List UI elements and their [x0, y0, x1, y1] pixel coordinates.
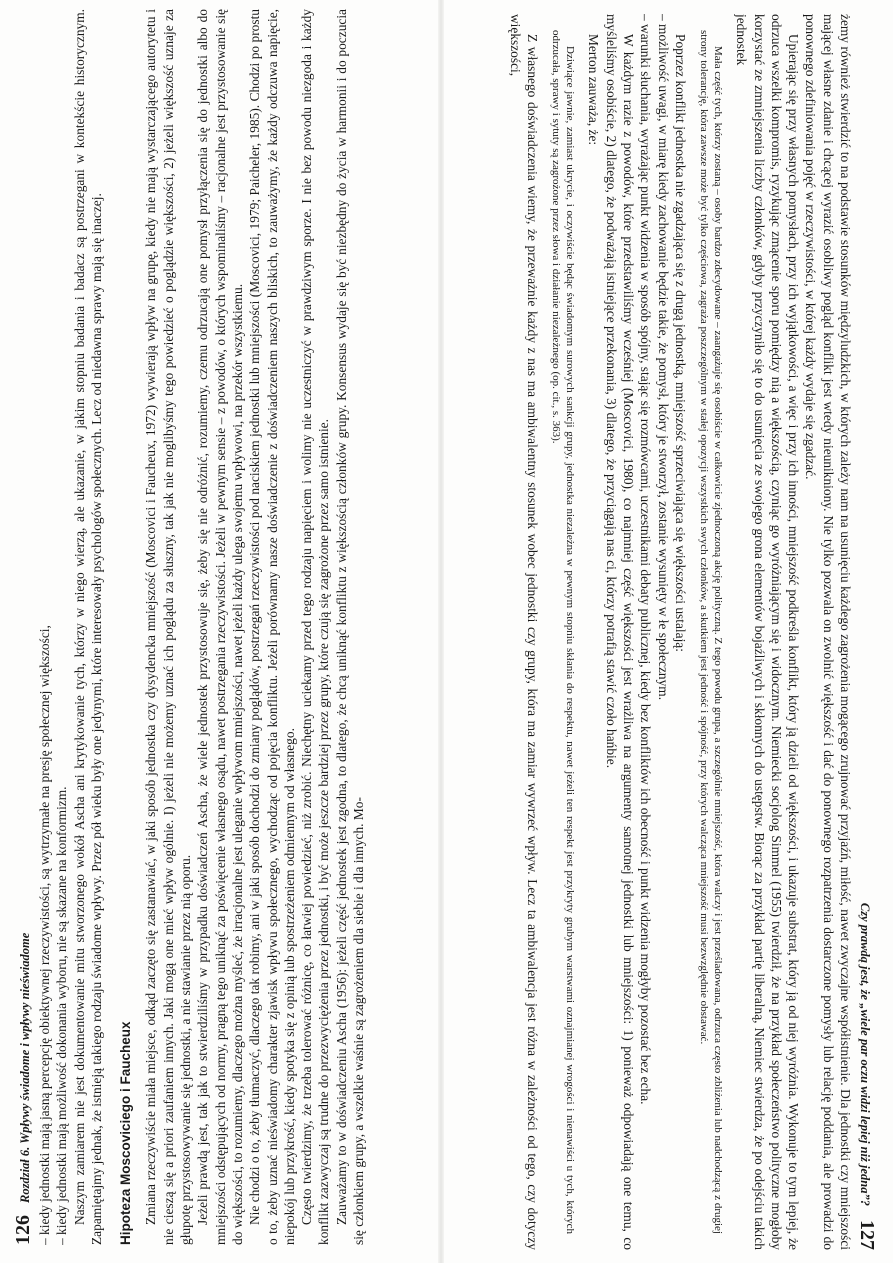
paragraph: – warunki słuchania, wyrażając punkt widzenia w sposób spójny, stając się rozmówcami, uczestnikami debaty publicznej, kiedy bez konfliktów ich obecność i punkt widzenia mogłyby pozostać bez echa. [638, 14, 654, 1105]
right-page-number: 127 [856, 1220, 878, 1250]
block-quote: Dziwiące jawnie, zamiast ukrycie, i oczywiście będąc świadomym surowych sankcji grupy, jednostka niezależna w pewnym stopniu skłania do respektu, nawet jeżeli ten respekt jest przykryty grubym warstwami oznajmianej wrogości i nienawiści u tych, których odrzucała, sprawy i sytuty są zagrożone przez słowa i działanie niezależnego (op. cit., s. 363). [550, 30, 577, 1234]
paragraph: Często twierdzimy, że trzeba tolerować różnicę, co łatwiej powiedzieć, niż zrobić. Niechętny uciekamy przed tego rodzaju napięciem i wolimy nie uczestniczyć w prawdziwym sporze. I nie bez powodu niezgoda i każdy konflikt zazwyczaj są trudne do przezwyciężenia przez jednostki, i być może jeszcze bardziej przez grupy, które czują się zagrożone przez samo istnienie. [299, 9, 332, 1245]
paragraph: Merton zauważa, że: [586, 34, 602, 146]
left-page-number: 126 [12, 1215, 34, 1245]
paragraph: żemy również stwierdzić to na podstawie stosunków międzyludzkich, w których zależy nam na usunięciu każdego zagrożenia mogącego zrujnować przyjaźń, miłość, nawet zwyczajne współistnienie. Dla jednostki czy mniejszości mającej własne zdanie i chcącej wyrazić osobliwy pogląd konflikt jest wtedy nieunikniony. Nie tylko pozwala on zwolnić większość i dać do ponownego rozpatrzenia dostarczone pomysły lub relację poddania, ale prowadzi do ponownego zdefiniowania pojęć w rzeczywistości, w której każdy wydaje się zgadzać. [803, 14, 853, 1250]
section-heading: Hipoteza Moscoviciego i Faucheux [118, 1021, 134, 1245]
paragraph: Zmiana rzeczywiście miała miejsce, odkąd zaczęto się zastanawiać, w jaki sposób jednostka czy dysydencka mniejszość (Moscovici i Faucheux, 1972) wywierają wpływ na grupę, kiedy nie mają wystarczającego autorytetu i nie cieszą się a priori zaufaniem innych. Jaki mogą one mieć wpływ ogólnie. I) jeżeli nie możemy uznać ich poglądu za słuszny, tak jak nie moglibyśmy tego powiedzieć o poglądzie większości, 2) jeżeli większość uznaje za głupotę przystosowywanie się jednostki, a nie stawianie przez nią oporu. [143, 9, 194, 1245]
paragraph: – możliwość uwagi, w miarę kiedy zachowanie będzie takie, że pomysł, który je stworzył, zostanie wysunięty w łe społecznym. [655, 14, 671, 701]
left-running-head [12, 9, 36, 1245]
left-page-content [12, 9, 412, 1245]
left-chapter-title: Rozdział 6. Wpływy świadome i wpływy nieświadome [18, 932, 32, 1203]
right-page-content [478, 14, 878, 1250]
right-page [448, 0, 893, 1263]
paragraph: W każdym razie z powodów, które przedstawiliśmy wcześniej (Moscovici, 1980), co najmniej część większości jest wrażliwa na argumenty samotnej jednostki lub mniejszości: 1) ponieważ odpowiadają one temu, co myśleliśmy osobiście, 2) dlatego, że podważają istniejące przekonania, 3) dlatego, że przyciągają nas ci, którzy potrafią stawić czoło hańbie. [603, 14, 637, 1250]
paragraph: Upierając się przy własnych pomysłach, przy ich wyjątkowości, a więc i przy ich inności, mniejszość podkreśla konflikt, który ją dzieli od większości, i ukazuje substrat, który ją od niej wyróżnia. Wykonuje to tym lepiej, że odrzuca wszelki kompromis, ryzykując zmącenie sporu pomiędzy nią a większością, czyniąc go wyróżniającym się i widocznym. Niemiecki socjolog Simmel (1955) twierdził, że na przykład społeczeństwo polityczne mogłoby korzystać ze zmniejszenia liczby członków, gdyby przyczyniło się to do usunięcia ze swojego grona elementów bojaźliwych i skłonnych do ustępstw. Biorąc za przykład partię liberalną, Niemiec stwierdza, że po odejściu takich jednostek [734, 14, 802, 1250]
paragraph: Jeżeli prawdą jest, tak jak to stwierdziliśmy w przypadku doświadczeń Ascha, że wiele jednostek przystosowuje się, żeby się nie odróżnić, rozumiemy, czemu odrzucają one pomysł przyłączenia się do jednostki albo do mniejszości odstępujących od normy, pragną tego uniknąć za poświęcenie własnego osądu, nawet postrzegania rzeczywistości. Jeżeli w pewnym sensie – z powodów, o których wspominaliśmy – racjonalne jest przystosowanie się do większości, to rozumiemy, dlaczego można myśleć, że irracjonalne jest uleganie wpływom mniejszości, nawet jeżeli każdy ulega swojemu wpływowi, na przekór wszystkiemu. [195, 9, 245, 1245]
left-page [0, 0, 434, 1263]
right-body-text [507, 14, 854, 1250]
paragraph: Poprzez konflikt jednostka nie zgadzająca się z drugą jednostką, mniejszość sprzeciwiająca się większości ustalają: [672, 34, 688, 652]
right-running-head [854, 14, 878, 1250]
paragraph: Z własnego doświadczenia wiemy, że przeważnie każdy z nas ma ambiwalentny stosunek wobec jednostki czy grupy, która ma zamiar wywrzeć wpływ. Lecz ta ambiwalencja jest różna w zależności od tego, czy dotyczy większości, [507, 14, 541, 1250]
paragraph: Nie chodzi o to, żeby tłumaczyć, dlaczego tak robimy, ani w jaki sposób dochodzi do zmiany poglądów, postrzegań rzeczywistości pod naciskiem jednostki lub mniejszości (Moscovici, 1979; Paicheler, 1985). Chodzi po prostu o to, żeby uznać nieświadomy charakter zjawisk wpływu społecznego, wychodząc od pojęcia konfliktu. Jeżeli porównamy nasze doświadczenie z doświadczeniem naszych bliskich, to zauważymy, że każdy odczuwa napięcie, niepokój lub przykrość, kiedy spotyka się z opinią lub spostrzeżeniem odmiennym od własnego. [247, 9, 297, 1245]
book-gutter [438, 0, 444, 1263]
paragraph: Zauważamy to w doświadczeniu Ascha (1956): jeżeli część jednostek jest zgodna, to dlatego, że chcą uniknąć konfliktu z większością członków grupy. Konsensus wydaje się być niezbędny do życia w harmonii i do poczucia się członkiem grupy, a wszelkie waśnie są zagrożeniem dla siebie i dla innych. Mo- [333, 9, 367, 1245]
paragraph: Naszym zamiarem nie jest dokumentowanie mitu stworzonego wokół Ascha ani krytykowanie tych, którzy w niego wierzą, ale ukazanie, w jakim stopniu badania i badacz są postrzegani w kontekście historycznym. Zapamiętajmy jednak, że istnieją takiego rodzaju świadome wpływy. Przez pół wieku były one jedynymi, które interesowały psychologów społecznych. Lecz od niedawna sprawy mają się inaczej. [71, 9, 104, 1245]
paragraph: – kiedy jednostki mają jasną percepcję obiektywnej rzeczywistości, są wytrzymałe na presję społecznej większości, [37, 625, 52, 1245]
left-body-text [36, 9, 367, 1245]
right-section-title: Czy prawdą jest, że „wiele par oczu widzi lepiej niż jedna”? [858, 902, 872, 1206]
block-quote: Mała część tych, którzy zostaną – osoby bardzo zdecydowane – zaangażuje się osobiście w całkowicie zjednoczoną akcję polityczną. Z tego powodu grupa, a szczególnie mniejszość, która walczy i jest prześladowana, odrzuca często zbliżenia lub nadchodzącą z drugiej strony tolerancję, która zawsze może być tylko częściowa, zagraża poszczególnym w stałej opozycji wszystkich swych członków, a skutkiem jest jedność i spójność, przy których walcząca mniejszość musi bezwzględnie obstawać. [697, 30, 724, 1234]
paragraph: – kiedy jednostki mają możliwość dokonania wyboru, nie są skazane na konformizm. [54, 786, 70, 1245]
